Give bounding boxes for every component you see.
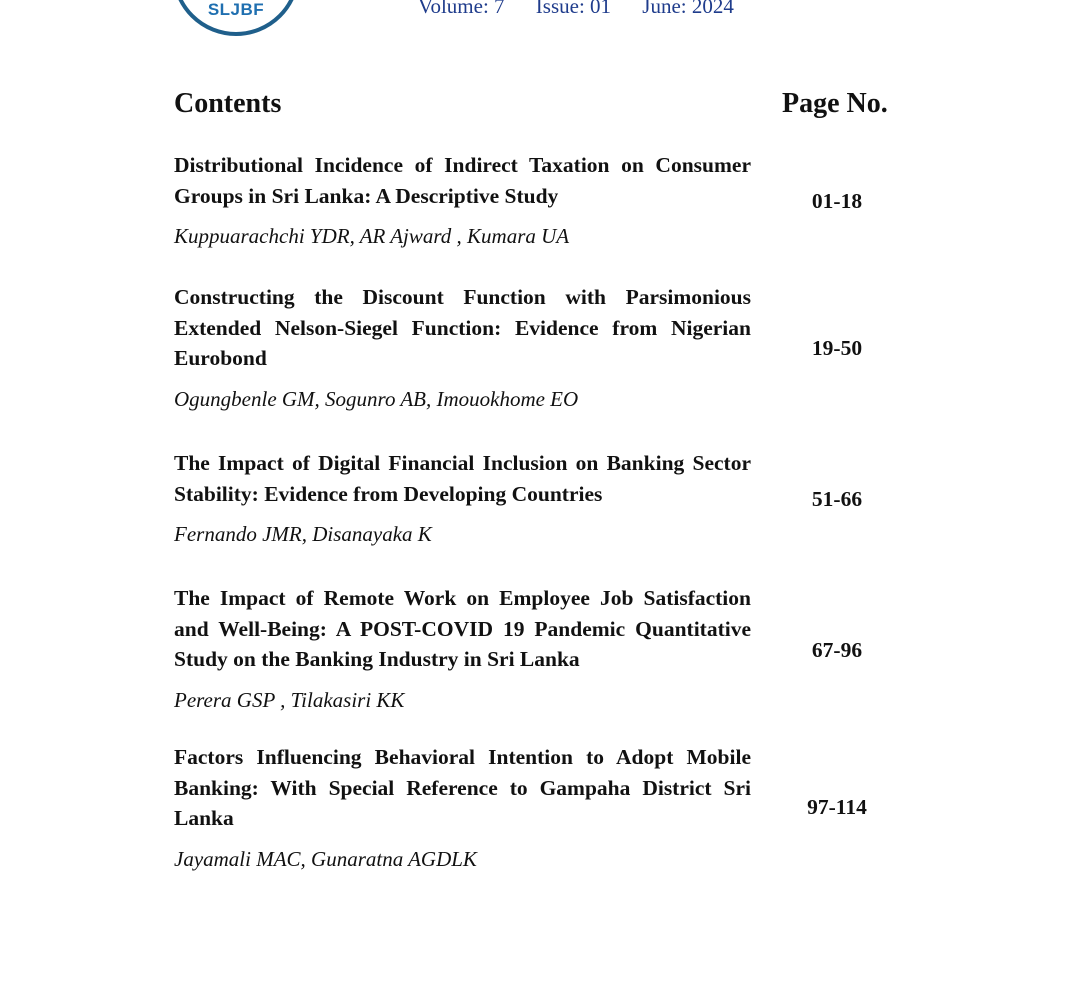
entry-authors: Fernando JMR, Disanayaka K	[174, 522, 432, 546]
logo-text: SLJBF	[207, 0, 265, 19]
toc-entry[interactable]	[174, 150, 751, 249]
entry-title[interactable]: Distributional Incidence of Indirect Taxation on Consumer Groups in Sri Lanka: A Descriptive Study	[174, 153, 751, 208]
entry-authors: Perera GSP , Tilakasiri KK	[174, 687, 405, 712]
toc-entry[interactable]	[174, 448, 751, 547]
entry-pages: 01-18	[811, 189, 863, 213]
page-no-heading: Page No.	[782, 88, 888, 119]
entry-title[interactable]: Factors Influencing Behavioral Intention to Adopt Mobile Banking: With Special Reference to Gampaha District Sri Lanka	[174, 745, 751, 830]
entry-pages: 67-96	[811, 638, 863, 662]
entry-authors: Ogungbenle GM, Sogunro AB, Imouokhome EO	[174, 386, 579, 411]
date-label: June: 2024	[642, 0, 734, 18]
toc-entry[interactable]	[174, 742, 751, 872]
contents-heading: Contents	[174, 88, 282, 119]
entry-pages: 97-114	[807, 795, 867, 819]
toc-entry[interactable]	[174, 583, 751, 713]
issue-line	[418, 0, 760, 19]
entry-authors: Jayamali MAC, Gunaratna AGDLK	[174, 846, 477, 871]
journal-logo	[172, 0, 300, 36]
entry-pages: 51-66	[811, 487, 863, 511]
issue-label: Issue: 01	[535, 0, 612, 18]
entry-pages: 19-50	[811, 336, 863, 360]
toc-entry[interactable]	[174, 282, 751, 412]
volume-label: Volume: 7	[418, 0, 505, 18]
entry-title[interactable]: The Impact of Digital Financial Inclusion on Banking Sector Stability: Evidence from Developing Countries	[174, 451, 751, 506]
entry-title[interactable]: The Impact of Remote Work on Employee Job Satisfaction and Well-Being: A POST-COVID 19 Pandemic Quantitative Study on the Banking Industry in Sri Lanka	[174, 586, 751, 671]
entry-authors: Kuppuarachchi YDR, AR Ajward , Kumara UA	[174, 224, 570, 248]
entry-title[interactable]: Constructing the Discount Function with Parsimonious Extended Nelson-Siegel Function: Evidence from Nigerian Eurobond	[174, 285, 751, 370]
